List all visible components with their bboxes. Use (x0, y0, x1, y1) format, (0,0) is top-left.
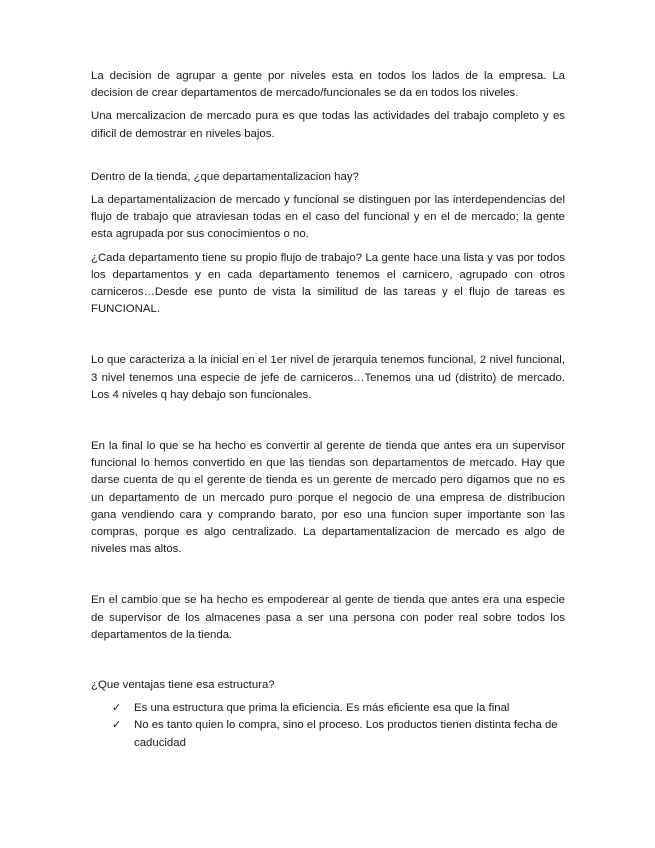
paragraph-flujo-trabajo: ¿Cada departamento tiene su propio flujo de trabajo? La gente hace una lista y vas por todos los departamentos y en cada departamento tenemos el carnicero, agrupado con otros carniceros…Desde ese punto de vista la similitud de las tareas y el flujo de tareas es FUNCIONAL. (91, 251, 565, 316)
paragraph-gerente-tienda: En la final lo que se ha hecho es convertir al gerente de tienda que antes era un supervisor funcional lo hemos convertido en que las tiendas son departamentos de mercado. Hay que darse cuenta de qu el gerente de tienda es un gerente de mercado pero digamos que no es un departamento de un mercado puro porque el negocio de una empresa de distribucion gana vendiendo cara y comprando barato, por eso una funcion super importante son las compras, porque es algo centralizado. La departamentalizacion de mercado es algo de niveles mas altos. (91, 440, 565, 556)
list-item (91, 700, 565, 717)
check-icon: ✓ (112, 702, 122, 715)
document-page (91, 68, 565, 752)
paragraph-mercalizacion: Una mercalizacion de mercado pura es que todas las actividades del trabajo completo y es dificil de demostrar en niveles bajos. (91, 110, 565, 140)
paragraph-jerarquia: Lo que caracteriza a la inicial en el 1er nivel de jerarquia tenemos funcional, 2 nivel funcional, 3 nivel tenemos una especie de jefe de carniceros…Tenemos una ud (distrito) de mercado. Los 4 niveles q hay debajo son funcionales. (91, 354, 565, 401)
ventajas-list (91, 700, 565, 752)
paragraph-question-tienda: Dentro de la tienda, ¿que departamentalizacion hay? (91, 170, 359, 183)
list-item-text: No es tanto quien lo compra, sino el proceso. Los productos tienen distinta fecha de caducidad (134, 719, 558, 749)
paragraph-empoderear: En el cambio que se ha hecho es empoderear al gente de tienda que antes era una especie de supervisor de los almacenes pasa a ser una persona con poder real sobre todos los departamentos de la tienda. (91, 594, 565, 641)
list-item (91, 717, 565, 751)
check-icon: ✓ (112, 719, 122, 732)
paragraph-interdependencias: La departamentalizacion de mercado y funcional se distinguen por las interdependencias del flujo de trabajo que atraviesan todas en el caso del funcional y en el de mercado; la gente esta agrupada por sus conocimientos o no. (91, 194, 565, 241)
paragraph-agrupar-niveles: La decision de agrupar a gente por niveles esta en todos los lados de la empresa. La decision de crear departamentos de mercado/funcionales se da en todos los niveles. (91, 70, 565, 100)
paragraph-ventajas-question: ¿Que ventajas tiene esa estructura? (91, 679, 275, 692)
list-item-text: Es una estructura que prima la eficiencia. Es más eficiente esa que la final (134, 702, 510, 715)
